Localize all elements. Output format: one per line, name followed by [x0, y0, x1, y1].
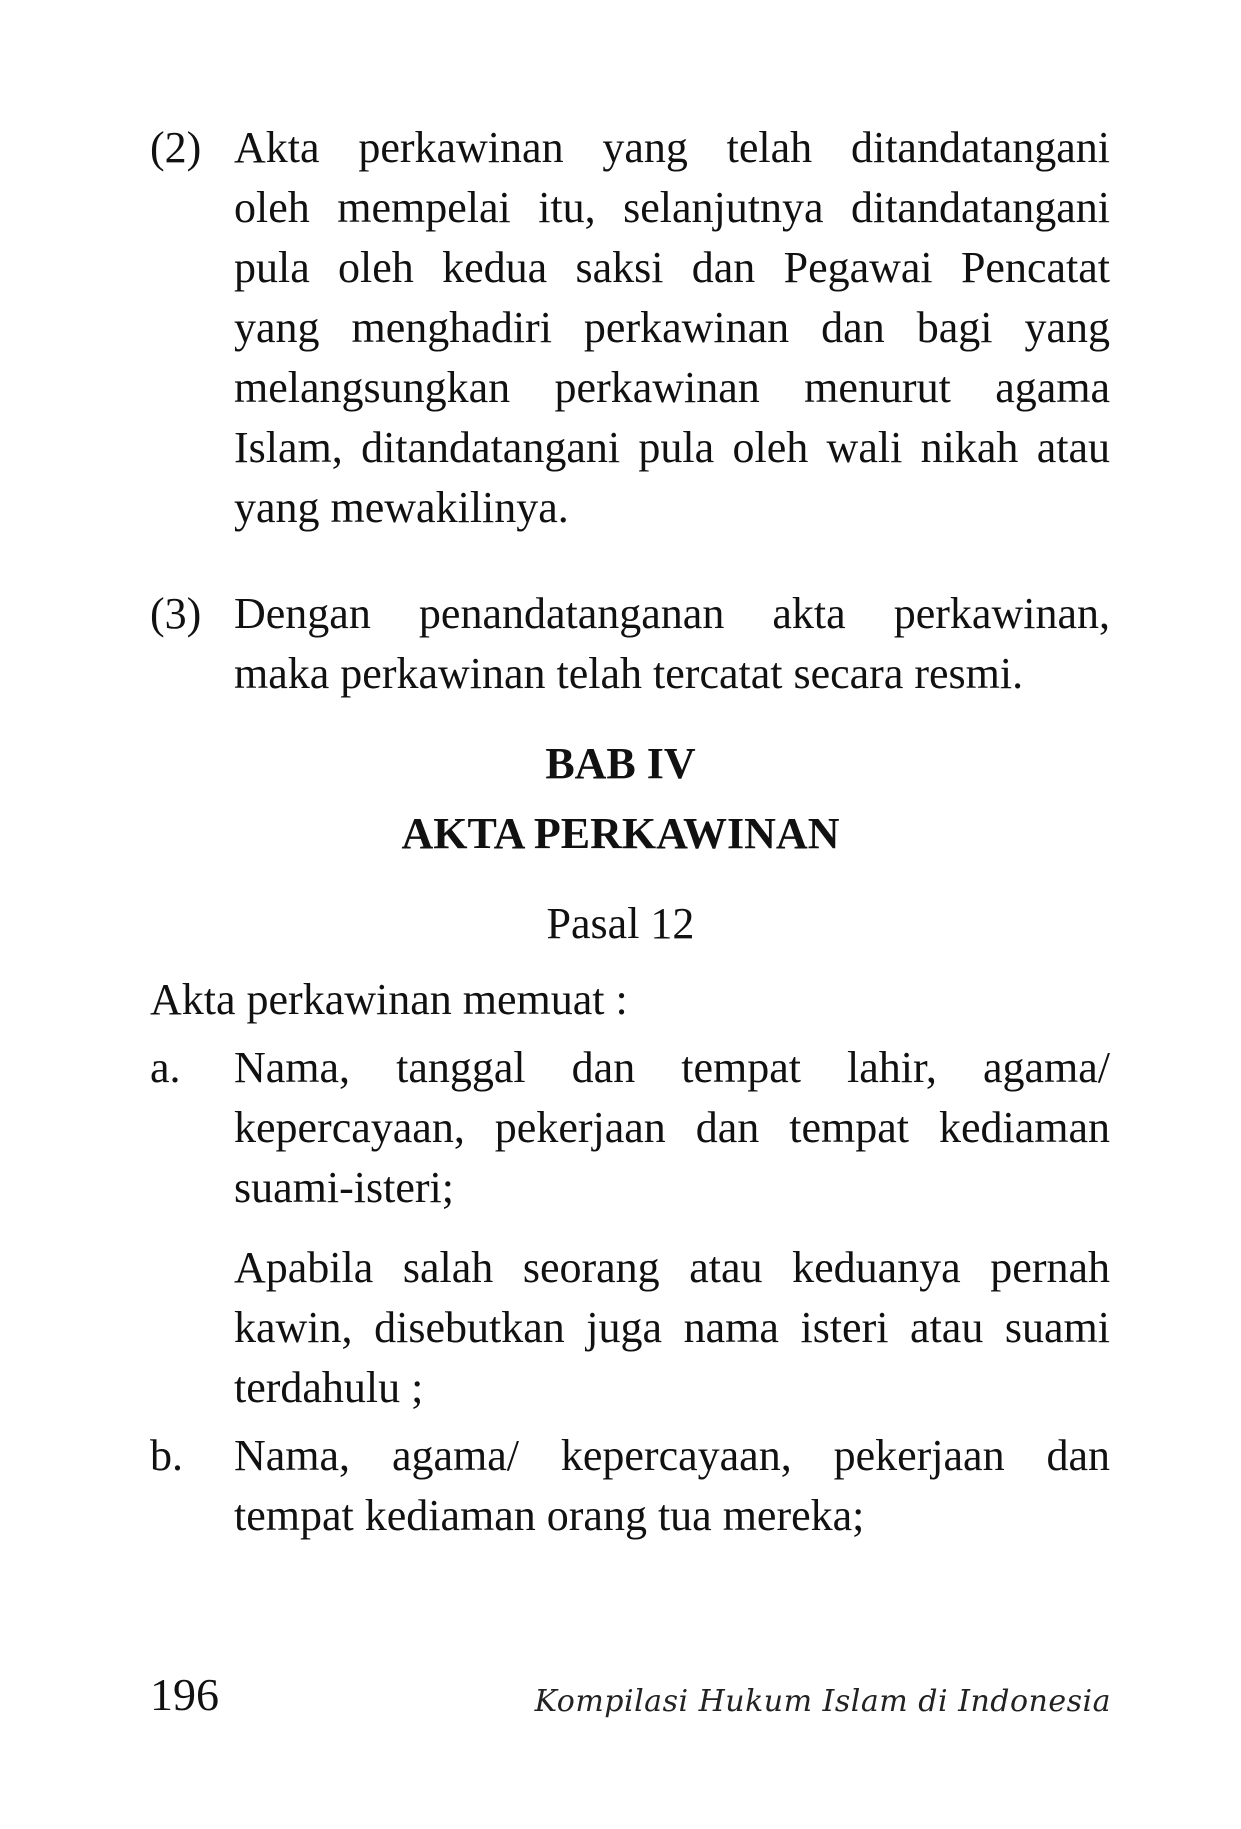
text-line: oleh mempelai itu, selanjutnya ditandatangani — [234, 183, 1110, 232]
text-line: yang mewakilinya. — [234, 483, 569, 532]
paragraph-item-3 — [150, 584, 1110, 704]
list-item-a — [150, 1038, 1110, 1218]
chapter-title: AKTA PERKAWINAN — [401, 809, 840, 858]
page-number: 196 — [150, 1669, 219, 1720]
item-marker: b. — [150, 1431, 183, 1480]
item-text — [234, 1038, 1110, 1218]
paragraph-item-2 — [150, 118, 1110, 538]
text-line: pula oleh kedua saksi dan Pegawai Pencatat — [234, 243, 1110, 292]
text-line: kepercayaan, pekerjaan dan tempat kediaman — [234, 1103, 1110, 1152]
text-line: Akta perkawinan yang telah ditandatangani — [234, 123, 1110, 172]
text-line: Dengan penandatanganan akta perkawinan, — [234, 589, 1110, 638]
list-item-a-continuation — [150, 1238, 1110, 1418]
item-marker: (2) — [150, 123, 202, 172]
item-marker: (3) — [150, 589, 202, 638]
text-line: kawin, disebutkan juga nama isteri atau suami — [234, 1303, 1110, 1352]
article-title: Pasal 12 — [546, 899, 695, 948]
text-line: melangsungkan perkawinan menurut agama — [234, 363, 1110, 412]
item-text — [234, 1238, 1110, 1418]
item-text — [234, 1426, 1110, 1546]
list-item-b — [150, 1426, 1110, 1546]
text-line: suami-isteri; — [234, 1163, 454, 1212]
chapter-number: BAB IV — [545, 739, 696, 788]
text-line: Nama, tanggal dan tempat lahir, agama/ — [234, 1043, 1110, 1092]
text-line: maka perkawinan telah tercatat secara resmi. — [234, 649, 1024, 698]
item-text — [234, 118, 1110, 538]
article-intro: Akta perkawinan memuat : — [150, 975, 628, 1024]
text-line: Nama, agama/ kepercayaan, pekerjaan dan — [234, 1431, 1110, 1480]
item-marker: a. — [150, 1043, 181, 1092]
text-line: Islam, ditandatangani pula oleh wali nikah atau — [234, 423, 1110, 472]
running-footer-title: Kompilasi Hukum Islam di Indonesia — [534, 1684, 1111, 1719]
text-line: terdahulu ; — [234, 1363, 424, 1412]
text-line: Apabila salah seorang atau keduanya pernah — [234, 1243, 1110, 1292]
text-line: tempat kediaman orang tua mereka; — [234, 1491, 865, 1540]
item-text — [234, 584, 1110, 704]
text-line: yang menghadiri perkawinan dan bagi yang — [234, 303, 1110, 352]
